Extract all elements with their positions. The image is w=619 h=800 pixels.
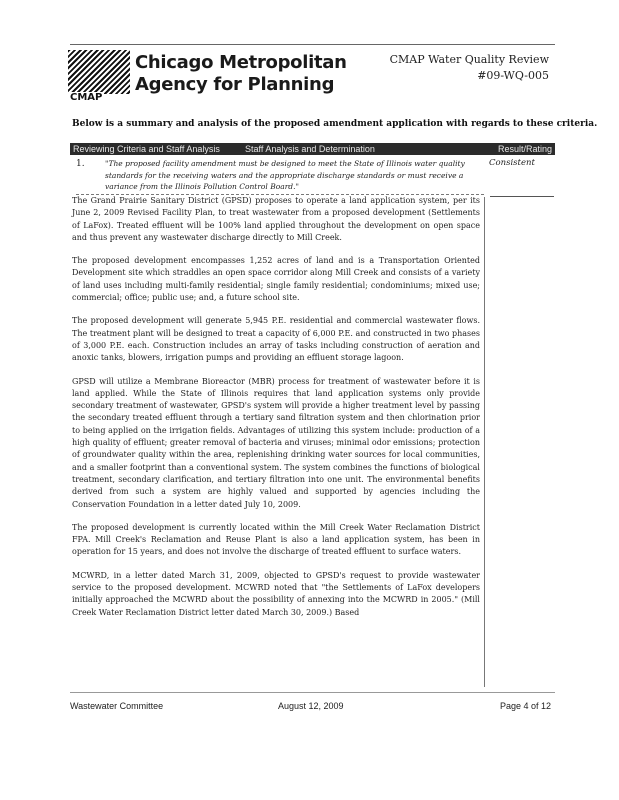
table-header-analysis: Staff Analysis and Determination (245, 144, 375, 154)
criterion-status: Consistent (489, 158, 535, 168)
analysis-paragraph: MCWRD, in a letter dated March 31, 2009, objected to GPSD's request to provide wastewater service to the proposed development. MCWRD noted that "the Settlements of LaFox developers initially approached the MCWRD about the possibility of annexing into the MCWRD in 2005." (Mill Creek Water Reclamation District letter dated March 30, 2009.) Based (72, 570, 480, 617)
footer-date: August 12, 2009 (278, 701, 344, 711)
criterion-number: 1. (76, 159, 85, 169)
agency-name-line2: Agency for Planning (135, 74, 335, 95)
review-id: #09-WQ-005 (477, 69, 549, 82)
column-separator (484, 197, 485, 687)
footer-page-number: Page 4 of 12 (499, 701, 551, 711)
footer-rule (70, 692, 555, 693)
agency-name-line1: Chicago Metropolitan (135, 52, 347, 73)
criterion-text: "The proposed facility amendment must be designed to meet the State of Illinois water quality standards for the receiving waters and the appropriate discharge standards or must receive a variance from the Illinois Pollution Control Board." (105, 159, 465, 191)
logo-text: CMAP (70, 92, 103, 103)
agency-name (135, 52, 347, 96)
analysis-paragraph: The proposed development encompasses 1,252 acres of land and is a Transportation Oriented Development site which straddles an open space corridor along Mill Creek and consists of a variety of land uses including multi-family residential; single family residential; condominiums; mixed use; commercial; office; public use; and, a future school site. (72, 256, 480, 303)
header-rule (70, 44, 555, 45)
result-column-divider (490, 196, 554, 197)
intro-text: Below is a summary and analysis of the proposed amendment application with regards to these criteria. (72, 119, 598, 129)
logo-graphic (68, 50, 130, 94)
analysis-body (72, 195, 480, 630)
criteria-table-header (70, 143, 555, 155)
analysis-paragraph: The proposed development is currently located within the Mill Creek Water Reclamation District FPA. Mill Creek's Reclamation and Reuse Plant is also a land application system, has been in operation for 15 years, and does not involve the discharge of treated effluent to surface waters. (72, 522, 480, 557)
review-title: CMAP Water Quality Review (389, 53, 549, 66)
cmap-logo (68, 50, 130, 103)
table-header-result: Result/Rating (497, 144, 552, 154)
analysis-paragraph: The proposed development will generate 5,945 P.E. residential and commercial wastewater flows. The treatment plant will be designed to treat a capacity of 6,000 P.E. and constructed in two phases of 3,000 P.E. each. Construction includes an array of tasks including construction of aeration and anoxic tanks, blowers, irrigation pumps and providing an effluent storage lagoon. (72, 316, 480, 363)
table-header-criteria: Reviewing Criteria and Staff Analysis (73, 144, 220, 154)
review-heading (390, 52, 549, 84)
footer-committee: Wastewater Committee (70, 701, 164, 711)
analysis-paragraph: The Grand Prairie Sanitary District (GPSD) proposes to operate a land application system, per its June 2, 2009 Revised Facility Plan, to treat wastewater from a proposed development (Settlements of LaFox). Treated effluent will be 100% land applied throughout the development on open space and thus prevent any wastewater discharge directly to Mill Creek. (72, 196, 480, 242)
analysis-paragraph: GPSD will utilize a Membrane Bioreactor (MBR) process for treatment of wastewater before it is land applied. While the State of Illinois requires that land application systems only provide secondary treatment of wastewater, GPSD's system will provide a higher treatment level by passing the secondary treated effluent through a tertiary sand filtration system and then chlorination prior to being applied on the irrigation fields. Advantages of utilizing this system include: production of a high quality of effluent; greater removal of bacteria and viruses; minimal odor emissions; protection of groundwater quality within the area, replenishing drinking water sources for local communities, and a smaller footprint than a conventional system. The system combines the functions of biological treatment, secondary clarification, and tertiary filtration into one unit. The environmental benefits derived from such a system are highly valued and supported by agencies including the Conservation Foundation in a letter dated July 10, 2009. (72, 376, 480, 509)
